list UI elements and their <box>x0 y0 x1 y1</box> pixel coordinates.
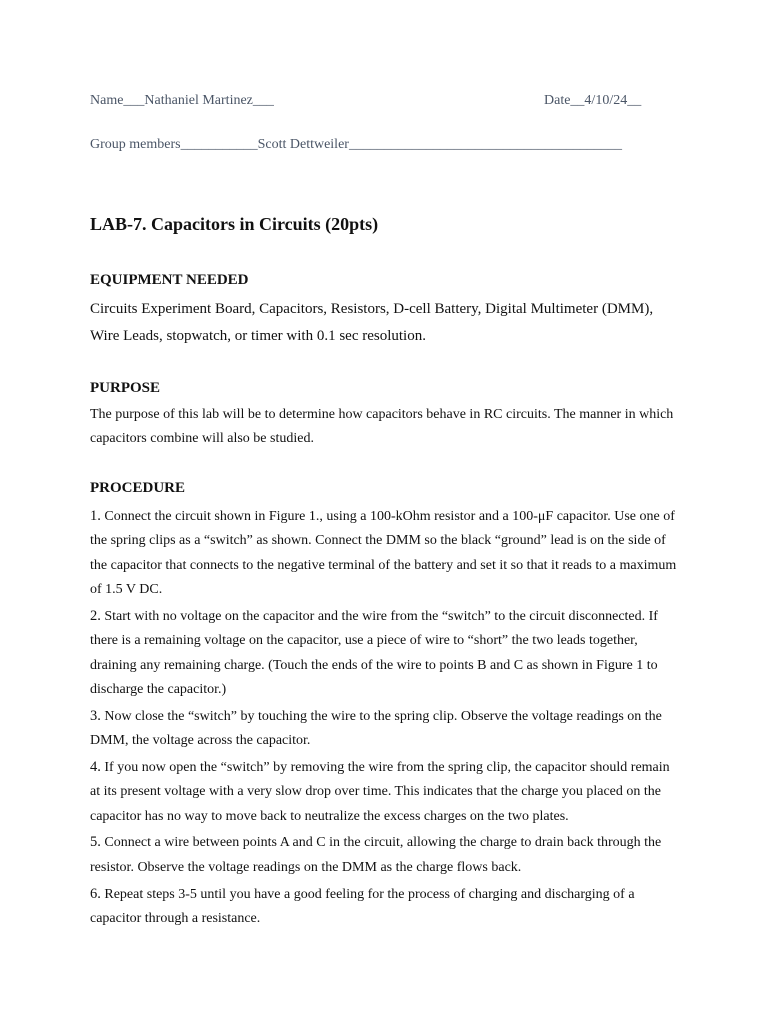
student-name-line: Name___Nathaniel Martinez___ <box>90 93 274 108</box>
step-number: 2. <box>90 607 101 624</box>
step-text: If you now open the “switch” by removing the wire from the spring clip, the capacitor should remain at its present voltage with a very slow drop over time. This indicates that the charge you placed on the capacitor has no way to move back to neutralize the excess charges on the two plates. <box>90 759 670 824</box>
step-text: Connect the circuit shown in Figure 1., using a 100-kOhm resistor and a 100-μF capacitor. Use one of the spring clips as a “switch” as shown. Connect the DMM so the black “ground” lead is on the side of the capacitor that connects to the negative terminal of the battery and set it so that it reads to a maximum of 1.5 V DC. <box>90 509 677 598</box>
procedure-step <box>90 504 682 603</box>
step-text: Start with no voltage on the capacitor and the wire from the “switch” to the circuit disconnected. If there is a remaining voltage on the capacitor, use a piece of wire to “short” the two leads together, draining any remaining charge. (Touch the ends of the wire to points B and C as shown in Figure 1 to discharge the capacitor.) <box>90 608 658 698</box>
step-number: 1. <box>90 508 101 524</box>
procedure-steps <box>90 504 682 933</box>
step-number: 5. <box>90 834 101 851</box>
lab-title: LAB-7. Capacitors in Circuits (20pts) <box>90 214 379 234</box>
step-text: Repeat steps 3-5 until you have a good feeling for the process of charging and discharging of a capacitor through a resistance. <box>90 886 635 926</box>
procedure-step <box>90 882 682 932</box>
date-line: Date__4/10/24__ <box>544 93 642 108</box>
group-members-line: Group members___________Scott Dettweiler_______________________________________ <box>90 137 622 152</box>
procedure-heading: PROCEDURE <box>90 480 186 496</box>
step-text: Connect a wire between points A and C in the circuit, allowing the charge to drain back through the resistor. Observe the voltage readings on the DMM as the charge flows back. <box>90 835 662 875</box>
procedure-step <box>90 704 682 754</box>
step-number: 3. <box>90 707 101 724</box>
equipment-heading: EQUIPMENT NEEDED <box>90 272 249 288</box>
purpose-text: The purpose of this lab will be to determine how capacitors behave in RC circuits. The manner in which capacitors combine will also be studied. <box>90 407 674 446</box>
procedure-step <box>90 604 682 703</box>
step-text: Now close the “switch” by touching the wire to the spring clip. Observe the voltage readings on the DMM, the voltage across the capacitor. <box>90 708 662 749</box>
step-number: 4. <box>90 758 101 775</box>
purpose-heading: PURPOSE <box>90 380 161 396</box>
procedure-step <box>90 755 682 829</box>
equipment-text: Circuits Experiment Board, Capacitors, Resistors, D-cell Battery, Digital Multimeter (DMM), Wire Leads, stopwatch, or timer with 0.1 sec resolution. <box>90 301 654 344</box>
procedure-step <box>90 830 682 880</box>
step-number: 6. <box>90 885 101 902</box>
